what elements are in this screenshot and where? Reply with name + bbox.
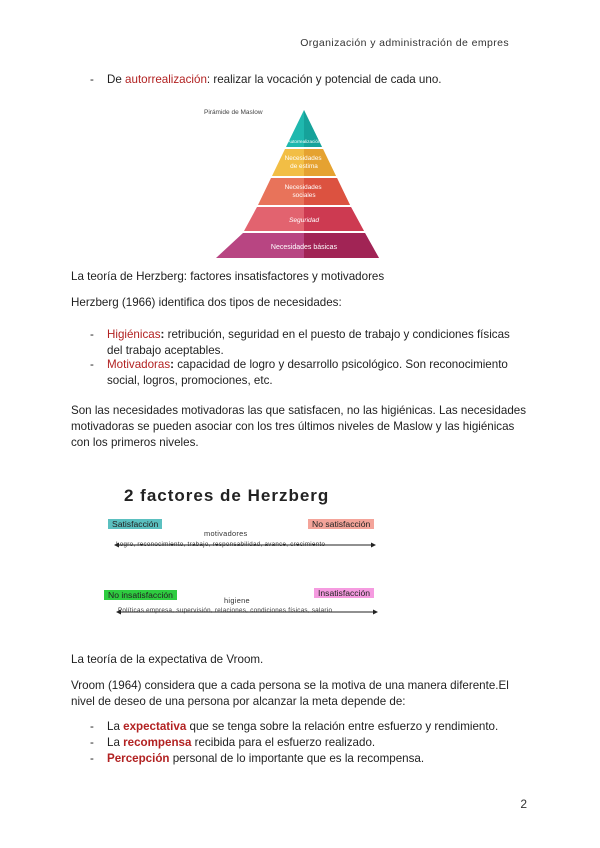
term-motivadoras: Motivadoras: [107, 358, 171, 371]
maslow-level-3-label-line1: Necesidades: [284, 184, 322, 191]
dash: -: [90, 328, 94, 341]
herzberg-intro: Herzberg (1966) identifica dos tipos de necesidades:: [71, 296, 342, 309]
vroom-intro: Vroom (1964) considera que a cada persona se la motiva de una manera diferente.El nivel de deseo de una persona por alcanzar la meta depende de:: [71, 679, 509, 708]
tag-no-satisfaccion: No satisfacción: [308, 519, 374, 529]
term-recompensa: recompensa: [123, 736, 192, 749]
pre: La: [107, 720, 124, 733]
maslow-level-3-label-line2: sociales: [292, 192, 316, 199]
maslow-level-1-label: Autorrealización: [287, 139, 321, 144]
maslow-pyramid-figure: [204, 104, 399, 264]
maslow-level-2-label-line1: Necesidades: [284, 155, 322, 162]
term-higienicas: Higiénicas: [107, 328, 161, 341]
post: personal de lo importante que es la recompensa.: [169, 752, 425, 765]
dash: -: [90, 73, 94, 86]
vroom-heading: La teoría de la expectativa de Vroom.: [71, 653, 264, 666]
dash: -: [90, 736, 94, 749]
herzberg-figure-title: 2 factores de Herzberg: [124, 486, 330, 505]
vroom-item-percepcion: [107, 751, 527, 767]
herzberg-item-higienicas: [107, 327, 527, 359]
term-autorrealizacion: autorrealización: [125, 73, 207, 86]
vroom-item-recompensa: [107, 735, 527, 751]
tag-no-insatisfaccion: No insatisfacción: [104, 590, 177, 600]
page-number: 2: [520, 797, 527, 811]
colon: :: [170, 358, 175, 371]
maslow-caption: Pirámide de Maslow: [204, 109, 263, 116]
dash: -: [90, 358, 94, 371]
label-motivadores: motivadores: [204, 529, 248, 538]
herzberg-figure: [100, 486, 400, 616]
maslow-pyramid: [204, 104, 399, 264]
term-percepcion: Percepción: [107, 752, 170, 765]
svg-text:Necesidades de estima: [285, 155, 324, 170]
tag-insatisfaccion: Insatisfacción: [314, 588, 374, 598]
herzberg-item-motivadoras: [107, 357, 532, 389]
term-expectativa: expectativa: [123, 720, 187, 733]
higiene-detail: Políticas empresa, supervisión, relaciones, condiciones físicas, salario: [118, 607, 333, 614]
prefix: De: [107, 73, 126, 86]
herzberg-summary: Son las necesidades motivadoras las que satisfacen, no las higiénicas. Las necesidades motivadoras se pueden asociar con los tres últimos niveles de Maslow y las higiénicas con los primeros niveles.: [71, 404, 527, 449]
dash: -: [90, 720, 94, 733]
maslow-level-5-label: Necesidades básicas: [270, 244, 338, 251]
motivadores-detail: Logro, reconocimiento, trabajo, responsabilidad, avance, crecimiento: [116, 541, 326, 548]
post: que se tenga sobre la relación entre esfuerzo y rendimiento.: [186, 720, 499, 733]
maslow-level-4-label: Seguridad: [288, 217, 320, 224]
definition: : realizar la vocación y potencial de cada uno.: [206, 73, 442, 86]
self-realization-item: [107, 72, 442, 88]
herzberg-heading: La teoría de Herzberg: factores insatisfactores y motivadores: [71, 270, 385, 283]
post: recibida para el esfuerzo realizado.: [191, 736, 376, 749]
maslow-level-2-label-line2: de estima: [290, 163, 318, 170]
dash: -: [90, 752, 94, 765]
motivadoras-text: capacidad de logro y desarrollo psicológico. Son reconocimiento social, logros, promociones, etc.: [107, 358, 508, 387]
higienicas-text: retribución, seguridad en el puesto de trabajo y condiciones físicas del trabajo aceptables.: [107, 328, 510, 357]
page-header: Organización y administración de empres: [300, 37, 509, 49]
pre: La: [107, 736, 124, 749]
label-higiene: higiene: [224, 596, 250, 605]
tag-satisfaccion: Satisfacción: [108, 519, 162, 529]
colon: :: [160, 328, 165, 341]
vroom-item-expectativa: [107, 719, 527, 735]
